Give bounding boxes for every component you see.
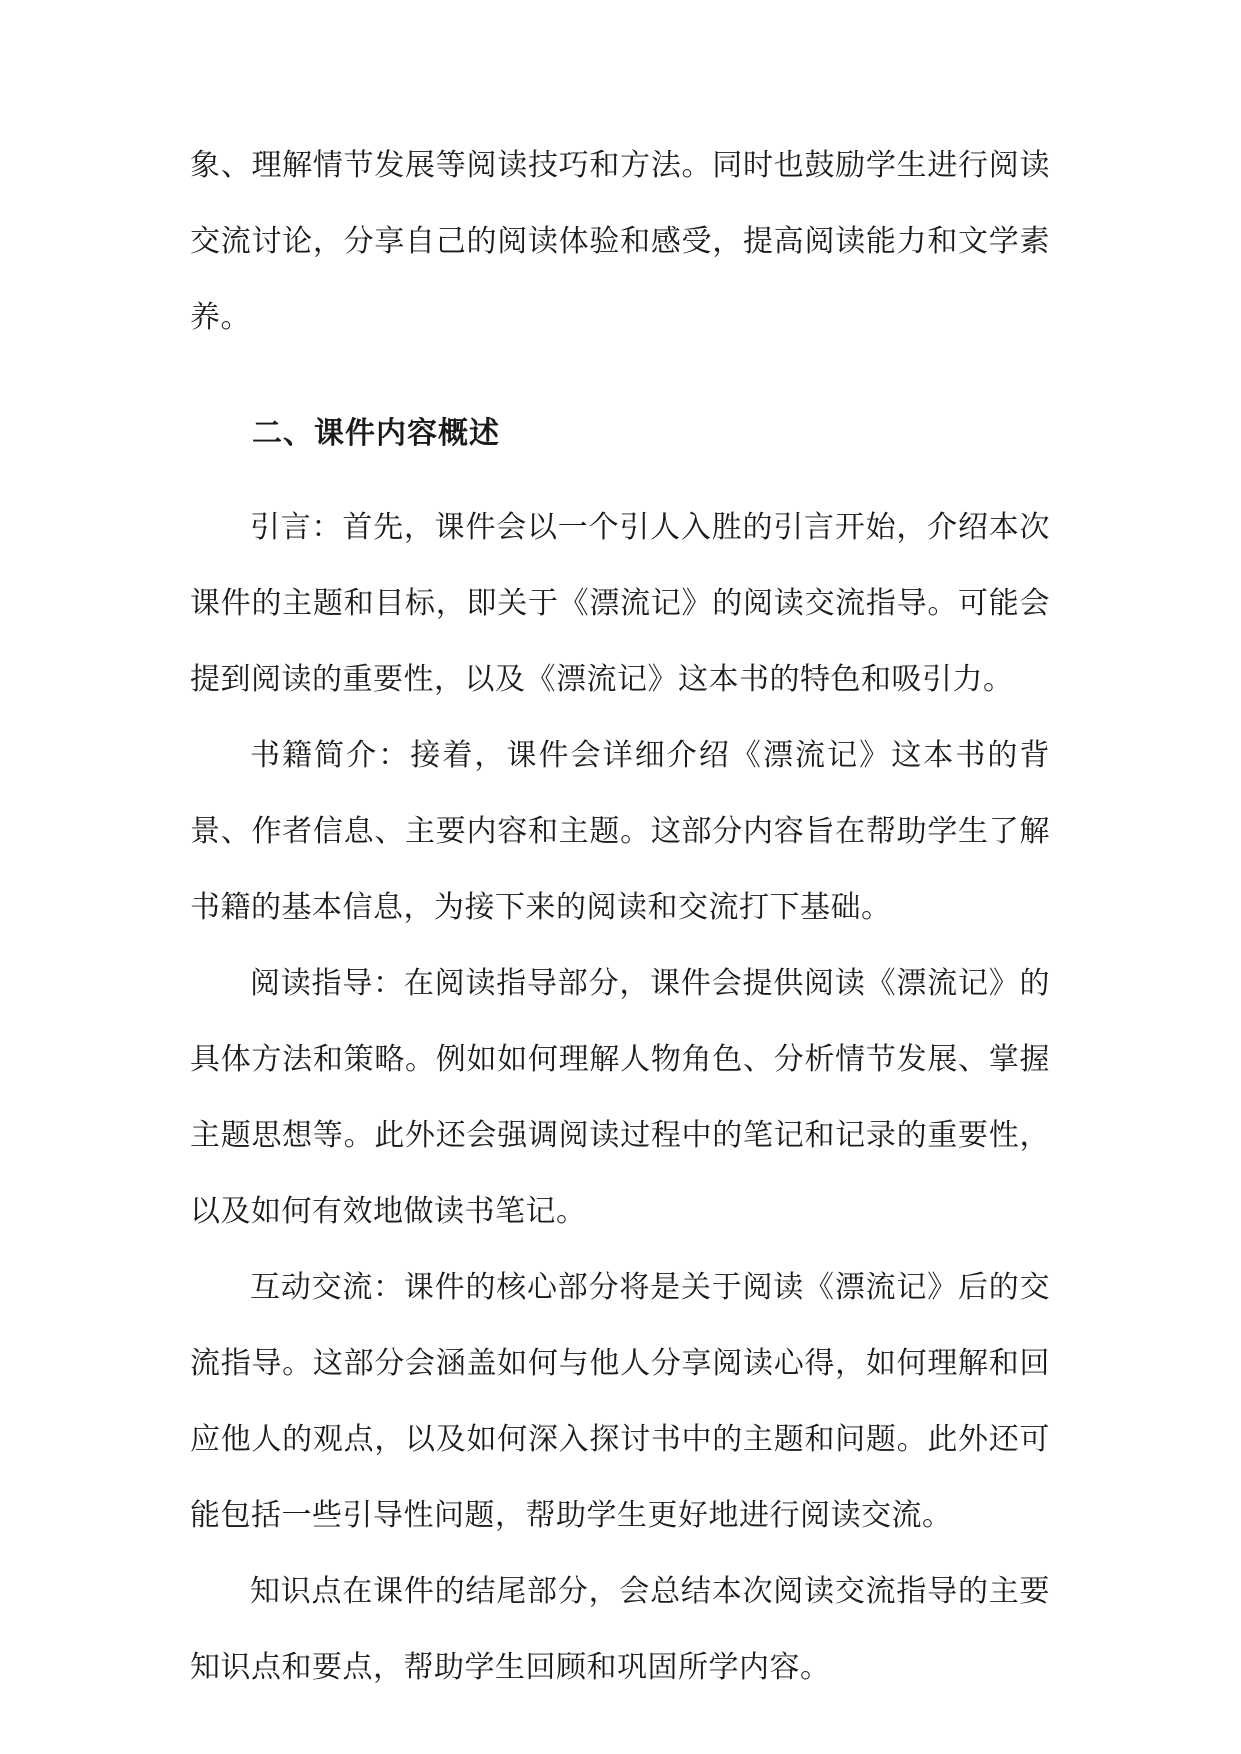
continuation-paragraph: 象、理解情节发展等阅读技巧和方法。同时也鼓励学生进行阅读交流讨论，分享自己的阅读体验和感受，提高阅读能力和文学素养。 xyxy=(190,148,1050,335)
paragraph-book-intro: 书籍简介：接着，课件会详细介绍《漂流记》这本书的背景、作者信息、主要内容和主题。这部分内容旨在帮助学生了解书籍的基本信息，为接下来的阅读和交流打下基础。 xyxy=(190,738,1050,925)
paragraph-reading-guide: 阅读指导：在阅读指导部分，课件会提供阅读《漂流记》的具体方法和策略。例如如何理解人物角色、分析情节发展、掌握主题思想等。此外还会强调阅读过程中的笔记和记录的重要性，以及如何有效地做读书笔记。 xyxy=(190,966,1050,1229)
paragraph-interaction: 互动交流：课件的核心部分将是关于阅读《漂流记》后的交流指导。这部分会涵盖如何与他人分享阅读心得，如何理解和回应他人的观点，以及如何深入探讨书中的主题和问题。此外还可能包括一些引导性问题，帮助学生更好地进行阅读交流。 xyxy=(190,1270,1050,1533)
paragraph-knowledge-points: 知识点在课件的结尾部分，会总结本次阅读交流指导的主要知识点和要点，帮助学生回顾和巩固所学内容。 xyxy=(190,1574,1050,1685)
document-page xyxy=(190,128,1050,1706)
paragraph-introduction: 引言：首先，课件会以一个引人入胜的引言开始，介绍本次课件的主题和目标，即关于《漂流记》的阅读交流指导。可能会提到阅读的重要性，以及《漂流记》这本书的特色和吸引力。 xyxy=(190,510,1050,697)
section-heading: 二、课件内容概述 xyxy=(252,416,500,451)
